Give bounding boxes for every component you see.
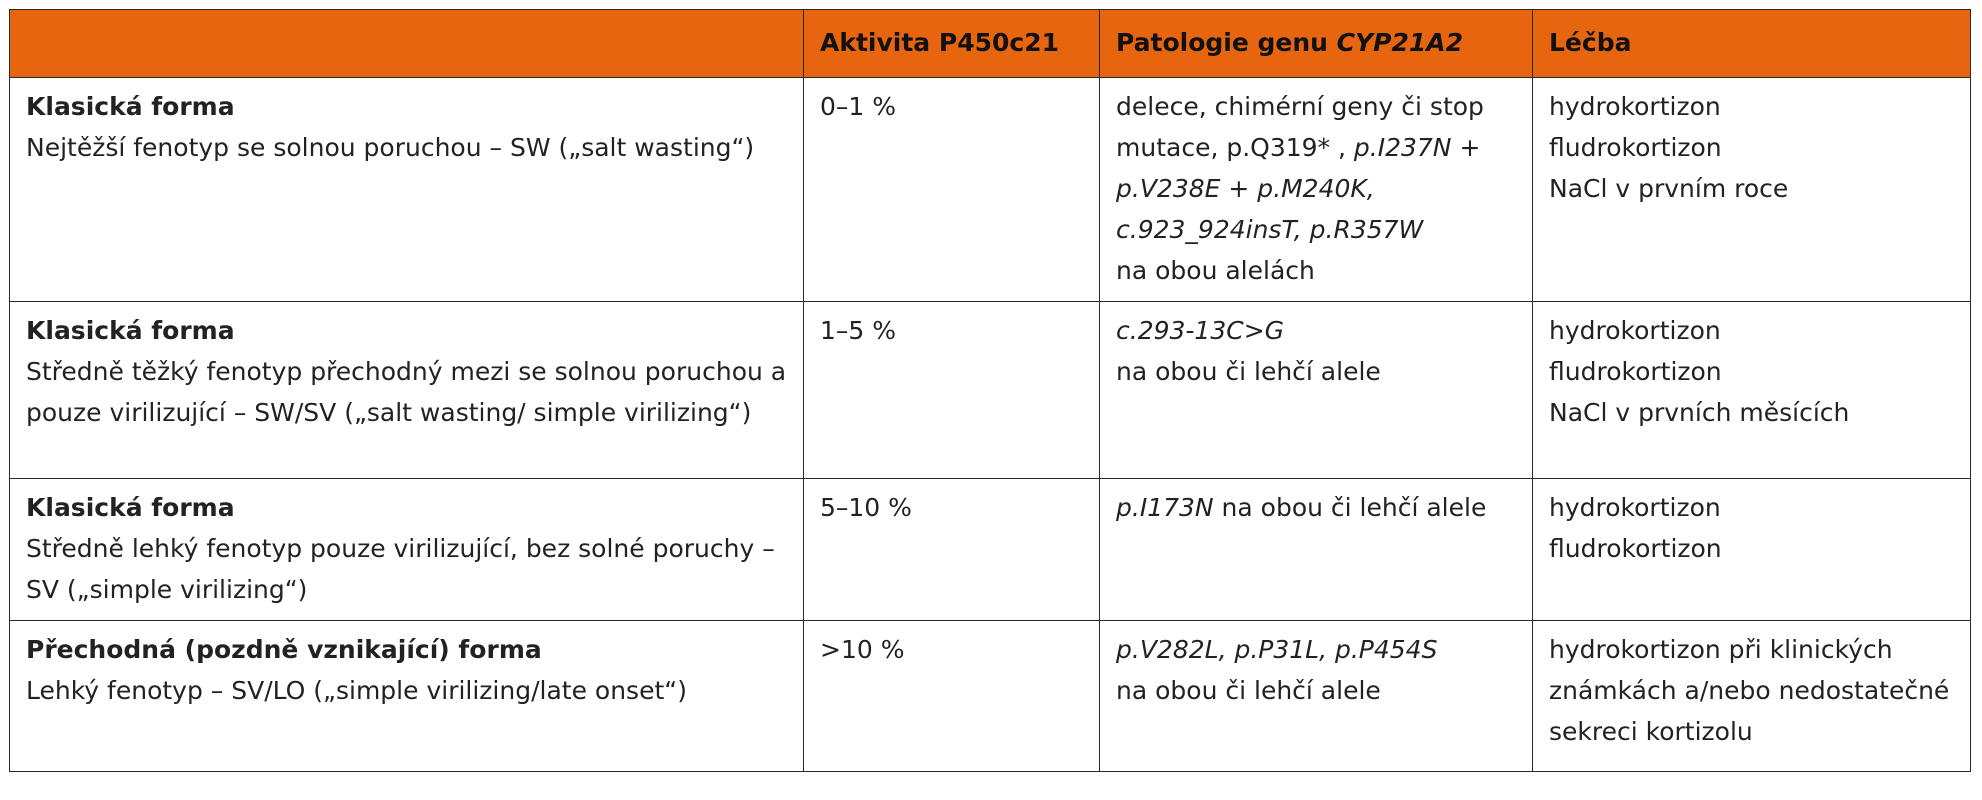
treatment-item: NaCl v prvním roce [1549,174,1789,203]
cell-form [10,621,804,772]
cell-activity: 5–10 % [804,479,1100,621]
treatment-item: fludrokortizon [1549,357,1722,386]
pathology-variants: p.V282L, p.P31L, p.P454S [1116,635,1438,664]
cell-form [10,302,804,479]
pathology-alleles: na obou či lehčí alele [1116,357,1381,386]
cell-activity: >10 % [804,621,1100,772]
cell-treatment [1533,479,1971,621]
cah-forms-table [9,9,1971,772]
pathology-alleles: na obou či lehčí alele [1213,493,1487,522]
treatment-item: fludrokortizon [1549,534,1722,563]
form-title: Klasická forma [26,92,235,121]
form-title: Přechodná (pozdně vznikající) forma [26,635,542,664]
form-title: Klasická forma [26,493,235,522]
form-description: Lehký fenotyp – SV/LO („simple virilizing/late onset“) [26,676,687,705]
cell-form [10,78,804,302]
pathology-variants: c.293-13C>G [1116,316,1285,345]
header-activity: Aktivita P450c21 [804,10,1100,78]
pathology-text: delece, chimérní geny či stop mutace, p.Q319* , [1116,92,1484,162]
treatment-item: hydrokortizon [1549,316,1721,345]
pathology-variants: p.I237N + p.V238E + p.M240K, c.923_924insT, p.R357W [1116,133,1481,244]
pathology-variants: p.I173N [1116,493,1214,522]
pathology-alleles: na obou alelách [1116,256,1315,285]
treatment-item: hydrokortizon [1549,92,1721,121]
cell-activity: 0–1 % [804,78,1100,302]
cell-pathology [1100,302,1533,479]
treatment-item: hydrokortizon při klinických známkách a/nebo nedostatečné sekreci kortizolu [1549,635,1950,746]
table-header-row [10,10,1971,78]
table-container [9,9,1970,772]
form-description: Nejtěžší fenotyp se solnou poruchou – SW („salt wasting“) [26,133,755,162]
form-title: Klasická forma [26,316,235,345]
cell-treatment [1533,621,1971,772]
pathology-alleles: na obou či lehčí alele [1116,676,1381,705]
cell-pathology [1100,78,1533,302]
table-row [10,479,1971,621]
header-pathology-text: Patologie genu [1116,28,1337,57]
form-description: Středně těžký fenotyp přechodný mezi se solnou poruchou a pouze virilizující – SW/SV („salt wasting/ simple virilizing“) [26,357,787,427]
treatment-item: hydrokortizon [1549,493,1721,522]
header-pathology [1100,10,1533,78]
table-row [10,78,1971,302]
cell-form [10,479,804,621]
cell-pathology [1100,621,1533,772]
cell-treatment [1533,302,1971,479]
header-treatment: Léčba [1533,10,1971,78]
form-description: Středně lehký fenotyp pouze virilizující, bez solné poruchy – SV („simple virilizing“) [26,534,775,604]
header-pathology-gene: CYP21A2 [1336,28,1463,57]
cell-pathology [1100,479,1533,621]
treatment-item: fludrokortizon [1549,133,1722,162]
table-row [10,621,1971,772]
table-row [10,302,1971,479]
cell-activity: 1–5 % [804,302,1100,479]
header-form [10,10,804,78]
cell-treatment [1533,78,1971,302]
treatment-item: NaCl v prvních měsících [1549,398,1850,427]
